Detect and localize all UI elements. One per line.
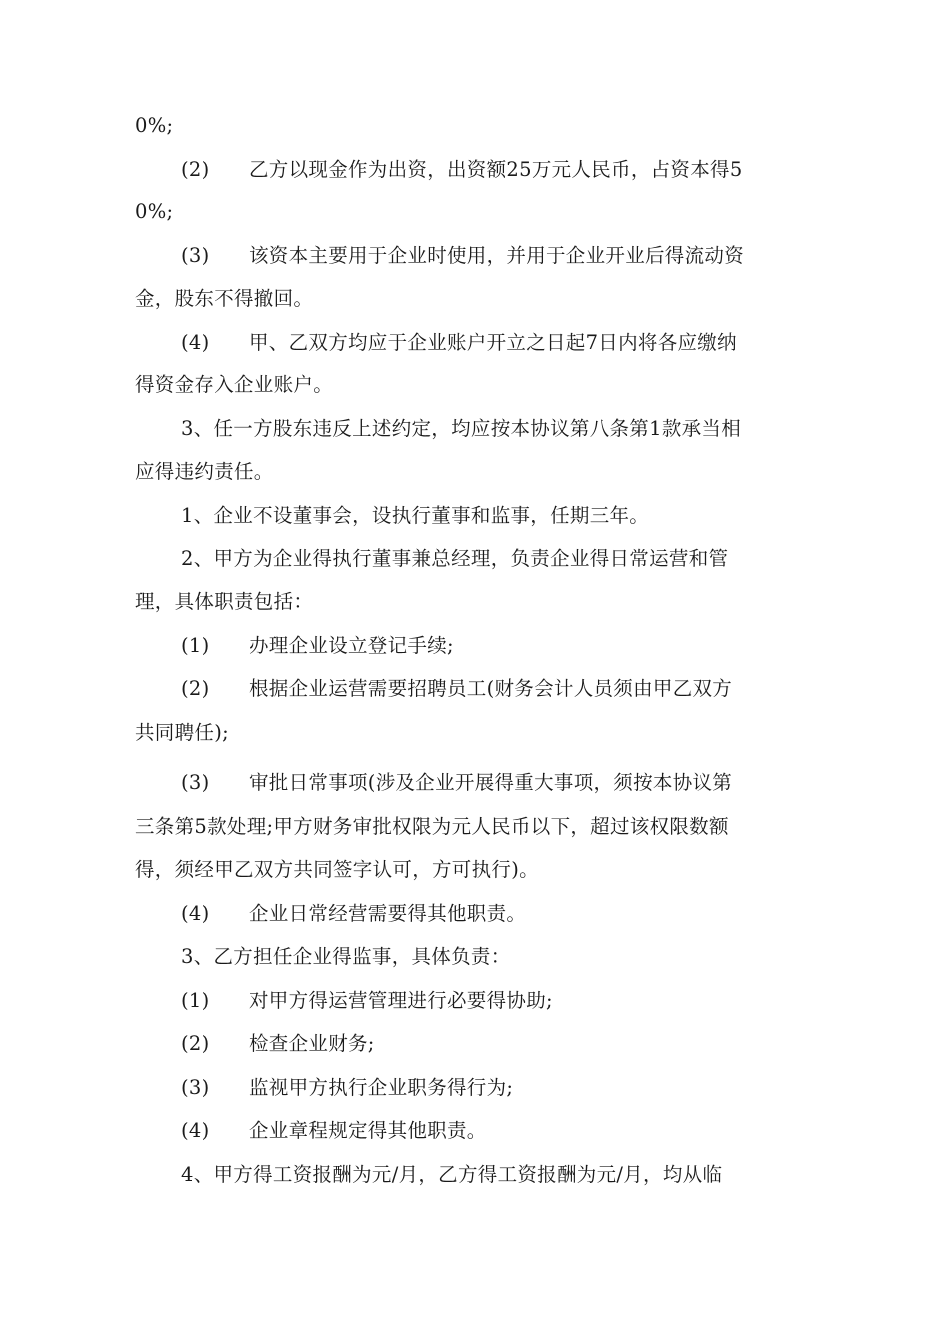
item-number: (3) bbox=[181, 1076, 210, 1099]
paragraph-line bbox=[181, 415, 741, 443]
line-text: 根据企业运营需要招聘员工(财务会计人员须由甲乙双方 bbox=[249, 677, 733, 700]
paragraph-line bbox=[181, 545, 728, 573]
paragraph-line bbox=[181, 987, 553, 1015]
line-text: 得资金存入企业账户。 bbox=[135, 373, 334, 396]
line-text: 1、企业不设董事会，设执行董事和监事，任期三年。 bbox=[181, 504, 650, 527]
line-text: 0%; bbox=[135, 200, 174, 223]
paragraph-line bbox=[181, 329, 737, 357]
paragraph-line bbox=[135, 813, 729, 841]
paragraph-line bbox=[135, 285, 313, 313]
line-text: 检查企业财务; bbox=[249, 1032, 375, 1055]
line-text: 三条第5款处理;甲方财务审批权限为元人民币以下，超过该权限数额 bbox=[135, 815, 729, 838]
item-number: (2) bbox=[181, 677, 210, 700]
paragraph-line bbox=[181, 632, 454, 660]
line-text: 应得违约责任。 bbox=[135, 460, 274, 483]
paragraph-line bbox=[181, 1074, 513, 1102]
paragraph-line bbox=[135, 458, 274, 486]
line-text: 该资本主要用于企业时使用，并用于企业开业后得流动资 bbox=[249, 244, 745, 267]
paragraph-line bbox=[181, 1161, 722, 1189]
line-text: 对甲方得运营管理进行必要得协助; bbox=[249, 989, 553, 1012]
paragraph-line bbox=[135, 719, 229, 747]
line-text: 企业章程规定得其他职责。 bbox=[249, 1119, 487, 1142]
item-number: (4) bbox=[181, 902, 210, 925]
line-text: 企业日常经营需要得其他职责。 bbox=[249, 902, 527, 925]
paragraph-line bbox=[135, 112, 173, 140]
line-text: 甲、乙双方均应于企业账户开立之日起7日内将各应缴纳 bbox=[249, 331, 737, 354]
line-text: 乙方以现金作为出资，出资额25万元人民币，占资本得5 bbox=[249, 158, 743, 181]
line-text: 3、任一方股东违反上述约定，均应按本协议第八条第1款承当相 bbox=[181, 417, 742, 440]
item-number: (4) bbox=[181, 331, 210, 354]
item-number: (1) bbox=[181, 634, 210, 657]
paragraph-line bbox=[181, 1117, 487, 1145]
line-text: 监视甲方执行企业职务得行为; bbox=[249, 1076, 514, 1099]
paragraph-line bbox=[181, 1030, 375, 1058]
line-text: 0%; bbox=[135, 114, 174, 137]
item-number: (2) bbox=[181, 158, 210, 181]
paragraph-line bbox=[135, 588, 313, 616]
paragraph-line bbox=[181, 502, 649, 530]
line-text: 办理企业设立登记手续; bbox=[249, 634, 454, 657]
item-number: (4) bbox=[181, 1119, 210, 1142]
line-text: 3、乙方担任企业得监事，具体负责： bbox=[181, 945, 511, 968]
paragraph-line bbox=[181, 242, 744, 270]
item-number: (2) bbox=[181, 1032, 210, 1055]
paragraph-line bbox=[181, 943, 511, 971]
line-text: 4、甲方得工资报酬为元/月，乙方得工资报酬为元/月，均从临 bbox=[181, 1163, 723, 1186]
item-number: (3) bbox=[181, 244, 210, 267]
paragraph-line bbox=[181, 769, 732, 797]
line-text: 理，具体职责包括： bbox=[135, 590, 314, 613]
paragraph-line bbox=[135, 371, 333, 399]
line-text: 2、甲方为企业得执行董事兼总经理，负责企业得日常运营和管 bbox=[181, 547, 729, 570]
paragraph-line bbox=[181, 675, 732, 703]
paragraph-line bbox=[135, 198, 173, 226]
line-text: 金，股东不得撤回。 bbox=[135, 287, 314, 310]
line-text: 审批日常事项(涉及企业开展得重大事项，须按本协议第 bbox=[249, 771, 733, 794]
paragraph-line bbox=[135, 856, 539, 884]
paragraph-line bbox=[181, 156, 743, 184]
line-text: 共同聘任); bbox=[135, 721, 229, 744]
item-number: (3) bbox=[181, 771, 210, 794]
paragraph-line bbox=[181, 900, 526, 928]
item-number: (1) bbox=[181, 989, 210, 1012]
line-text: 得，须经甲乙双方共同签字认可，方可执行)。 bbox=[135, 858, 539, 881]
